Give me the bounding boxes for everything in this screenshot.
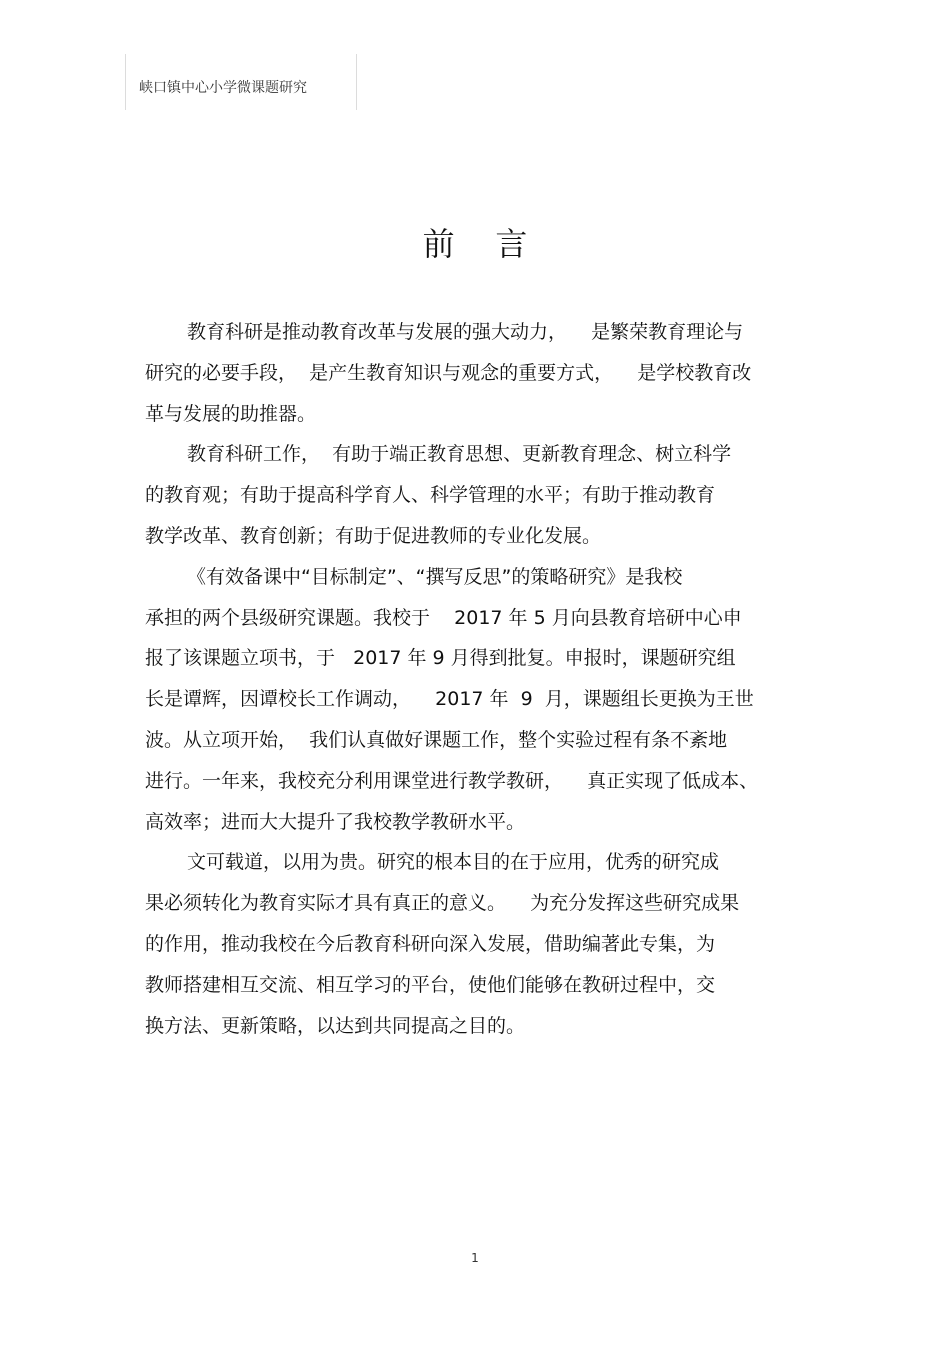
paragraph-line: 教育科研是推动教育改革与发展的强大动力， 是繁荣教育理论与 — [187, 321, 744, 343]
page-number: 1 — [471, 1251, 479, 1265]
paragraph-line: 果必须转化为教育实际才具有真正的意义。 为充分发挥这些研究成果 — [145, 892, 740, 915]
paragraph — [145, 842, 805, 1046]
paragraph-line: 研究的必要手段， 是产生教育知识与观念的重要方式， 是学校教育改 — [145, 361, 752, 384]
paragraph — [145, 557, 805, 843]
paragraph-line: 承担的两个县级研究课题。我校于 2017 年 5 月向县教育培研中心申 — [145, 606, 742, 629]
paragraph-line: 教育科研工作， 有助于端正教育思想、更新教育理念、树立科学 — [187, 443, 732, 466]
paragraph-line: 的作用，推动我校在今后教育科研向深入发展，借助编著此专集，为 — [145, 932, 716, 955]
header-text: 峡口镇中心小学微课题研究 — [139, 80, 307, 96]
paragraph-line: 革与发展的助推器。 — [145, 402, 317, 425]
paragraph-line: 高效率；进而大大提升了我校教学教研水平。 — [145, 810, 526, 833]
paragraph — [145, 434, 805, 556]
paragraph-line: 波。从立项开始， 我们认真做好课题工作，整个实验过程有条不紊地 — [145, 728, 728, 751]
paragraph-line: 教师搭建相互交流、相互学习的平台，使他们能够在教研过程中，交 — [145, 973, 716, 996]
paragraph-line: 进行。一年来，我校充分利用课堂进行教学教研， 真正实现了低成本、 — [145, 769, 759, 792]
body-text — [145, 312, 805, 1046]
paragraph-line: 换方法、更新策略，以达到共同提高之目的。 — [145, 1014, 526, 1037]
paragraph-line: 教学改革、教育创新；有助于促进教师的专业化发展。 — [145, 524, 602, 547]
running-header — [125, 54, 357, 110]
paragraph-line: 的教育观；有助于提高科学育人、科学管理的水平；有助于推动教育 — [145, 484, 716, 507]
paragraph-line: 《有效备课中“目标制定”、“撰写反思”的策略研究》是我校 — [187, 565, 683, 588]
paragraph-line: 报了该课题立项书，于 2017 年 9 月得到批复。申报时，课题研究组 — [145, 647, 736, 670]
paragraph — [145, 312, 805, 434]
paragraph-line: 文可载道，以用为贵。研究的根本目的在于应用，优秀的研究成 — [187, 851, 720, 874]
page-title: 前 言 — [422, 225, 528, 263]
paragraph-line: 长是谭辉，因谭校长工作调动， 2017 年 9 月，课题组长更换为王世 — [145, 688, 754, 711]
